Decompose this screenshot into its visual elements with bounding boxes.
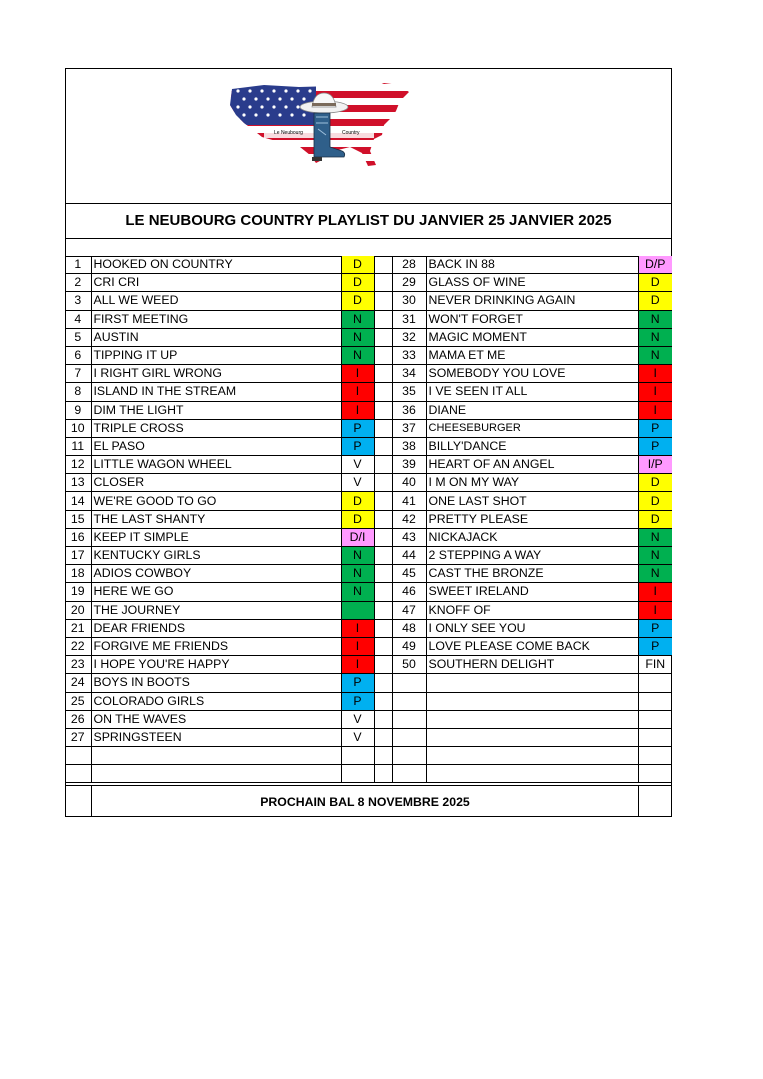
dance-level-code <box>341 747 374 765</box>
song-number <box>65 747 91 765</box>
song-title: SWEET IRELAND <box>426 583 638 601</box>
separator-cell <box>374 765 392 783</box>
table-row <box>65 310 672 328</box>
table-row <box>65 710 672 728</box>
song-title: ADIOS COWBOY <box>91 565 341 583</box>
song-number: 15 <box>65 510 91 528</box>
song-title: KENTUCKY GIRLS <box>91 547 341 565</box>
separator-cell <box>374 401 392 419</box>
separator-cell <box>374 637 392 655</box>
song-number: 50 <box>392 656 426 674</box>
song-number: 43 <box>392 528 426 546</box>
dance-level-code: P <box>638 419 672 437</box>
table-row <box>65 747 672 765</box>
separator-cell <box>374 692 392 710</box>
separator-cell <box>374 256 392 274</box>
dance-level-code: P <box>638 437 672 455</box>
song-title: I VE SEEN IT ALL <box>426 383 638 401</box>
song-number: 23 <box>65 656 91 674</box>
table-row <box>65 728 672 746</box>
dance-level-code: N <box>638 328 672 346</box>
dance-level-code <box>638 710 672 728</box>
logo-text-right: Country <box>342 130 360 136</box>
dance-level-code: P <box>638 637 672 655</box>
dance-level-code <box>638 747 672 765</box>
song-title: BILLY'DANCE <box>426 437 638 455</box>
song-number: 12 <box>65 456 91 474</box>
song-number: 2 <box>65 274 91 292</box>
table-row <box>65 601 672 619</box>
song-number <box>65 765 91 783</box>
song-number: 3 <box>65 292 91 310</box>
song-number: 38 <box>392 437 426 455</box>
separator-cell <box>374 656 392 674</box>
next-event-text: PROCHAIN BAL 8 NOVEMBRE 2025 <box>92 786 639 817</box>
song-number: 44 <box>392 547 426 565</box>
song-title: TIPPING IT UP <box>91 346 341 364</box>
song-title: KNOFF OF <box>426 601 638 619</box>
song-title: SOUTHERN DELIGHT <box>426 656 638 674</box>
song-title: LITTLE WAGON WHEEL <box>91 456 341 474</box>
separator-cell <box>374 456 392 474</box>
song-title: PRETTY PLEASE <box>426 510 638 528</box>
table-row <box>65 328 672 346</box>
song-title: LOVE PLEASE COME BACK <box>426 637 638 655</box>
dance-level-code: D <box>341 274 374 292</box>
dance-level-code: N <box>341 583 374 601</box>
song-title: NICKAJACK <box>426 528 638 546</box>
song-title: CAST THE BRONZE <box>426 565 638 583</box>
song-title: WON'T FORGET <box>426 310 638 328</box>
table-row <box>65 656 672 674</box>
dance-level-code: I <box>341 401 374 419</box>
dance-level-code: V <box>341 456 374 474</box>
separator-cell <box>374 419 392 437</box>
table-row <box>65 256 672 274</box>
separator-cell <box>374 583 392 601</box>
song-title: DEAR FRIENDS <box>91 619 341 637</box>
dance-level-code: I <box>638 601 672 619</box>
separator-cell <box>374 547 392 565</box>
spacer-row <box>66 239 671 257</box>
dance-level-code: I <box>341 637 374 655</box>
table-row <box>65 619 672 637</box>
dance-level-code: N <box>638 310 672 328</box>
song-number: 25 <box>65 692 91 710</box>
dance-level-code: N <box>341 547 374 565</box>
dance-level-code: V <box>341 728 374 746</box>
dance-level-code: I <box>638 365 672 383</box>
table-row <box>65 692 672 710</box>
song-number: 18 <box>65 565 91 583</box>
song-title: GLASS OF WINE <box>426 274 638 292</box>
song-number <box>392 710 426 728</box>
separator-cell <box>374 510 392 528</box>
logo-area <box>66 69 671 204</box>
song-title: FORGIVE ME FRIENDS <box>91 637 341 655</box>
song-number: 16 <box>65 528 91 546</box>
table-row <box>65 437 672 455</box>
table-row <box>65 365 672 383</box>
song-title: HEART OF AN ANGEL <box>426 456 638 474</box>
table-row <box>65 292 672 310</box>
song-number <box>392 674 426 692</box>
song-title: I RIGHT GIRL WRONG <box>91 365 341 383</box>
dance-level-code: N <box>638 346 672 364</box>
table-row <box>65 492 672 510</box>
separator-cell <box>374 565 392 583</box>
logo-text-left: Le Neubourg <box>274 130 303 136</box>
song-title: I M ON MY WAY <box>426 474 638 492</box>
dance-level-code <box>638 765 672 783</box>
song-title <box>426 674 638 692</box>
dance-level-code: I <box>638 383 672 401</box>
dance-level-code: D <box>341 256 374 274</box>
table-row <box>65 383 672 401</box>
dance-level-code: P <box>341 674 374 692</box>
separator-cell <box>374 383 392 401</box>
song-number: 7 <box>65 365 91 383</box>
song-number: 37 <box>392 419 426 437</box>
song-title: 2 STEPPING A WAY <box>426 547 638 565</box>
dance-level-code: I <box>341 383 374 401</box>
song-title: THE LAST SHANTY <box>91 510 341 528</box>
song-title: MAMA ET ME <box>426 346 638 364</box>
song-title: HERE WE GO <box>91 583 341 601</box>
song-number <box>392 747 426 765</box>
song-title <box>426 728 638 746</box>
separator-cell <box>374 365 392 383</box>
song-title: SPRINGSTEEN <box>91 728 341 746</box>
song-number: 46 <box>392 583 426 601</box>
dance-level-code: N <box>341 310 374 328</box>
song-title <box>426 710 638 728</box>
song-title: AUSTIN <box>91 328 341 346</box>
song-number: 41 <box>392 492 426 510</box>
table-row <box>65 674 672 692</box>
song-title: HOOKED ON COUNTRY <box>91 256 341 274</box>
separator-cell <box>374 728 392 746</box>
song-title: DIANE <box>426 401 638 419</box>
song-number: 34 <box>392 365 426 383</box>
song-number <box>392 765 426 783</box>
dance-level-code: D <box>341 492 374 510</box>
table-row <box>65 401 672 419</box>
separator-cell <box>374 437 392 455</box>
dance-level-code: D <box>638 510 672 528</box>
song-title: BACK IN 88 <box>426 256 638 274</box>
dance-level-code: N <box>638 547 672 565</box>
separator-cell <box>374 619 392 637</box>
dance-level-code: I <box>341 619 374 637</box>
song-title <box>426 765 638 783</box>
separator-cell <box>374 310 392 328</box>
song-number: 33 <box>392 346 426 364</box>
table-row <box>65 528 672 546</box>
song-number: 5 <box>65 328 91 346</box>
playlist-sheet <box>65 68 672 817</box>
song-title: SOMEBODY YOU LOVE <box>426 365 638 383</box>
song-number: 26 <box>65 710 91 728</box>
song-number: 10 <box>65 419 91 437</box>
footer-empty-cell <box>66 786 92 817</box>
separator-cell <box>374 674 392 692</box>
song-title: WE'RE GOOD TO GO <box>91 492 341 510</box>
song-title: EL PASO <box>91 437 341 455</box>
separator-cell <box>374 274 392 292</box>
dance-level-code: P <box>638 619 672 637</box>
dance-level-code: I <box>638 401 672 419</box>
song-number: 35 <box>392 383 426 401</box>
song-number: 9 <box>65 401 91 419</box>
song-number: 11 <box>65 437 91 455</box>
table-row <box>65 346 672 364</box>
playlist-table <box>65 256 672 783</box>
song-number: 28 <box>392 256 426 274</box>
dance-level-code: D/P <box>638 256 672 274</box>
song-number: 40 <box>392 474 426 492</box>
song-title: BOYS IN BOOTS <box>91 674 341 692</box>
separator-cell <box>374 474 392 492</box>
song-number: 36 <box>392 401 426 419</box>
song-number: 6 <box>65 346 91 364</box>
dance-level-code: D <box>341 510 374 528</box>
dance-level-code: N <box>341 346 374 364</box>
song-title: I HOPE YOU'RE HAPPY <box>91 656 341 674</box>
song-title: ONE LAST SHOT <box>426 492 638 510</box>
song-number: 45 <box>392 565 426 583</box>
separator-cell <box>374 601 392 619</box>
song-title: NEVER DRINKING AGAIN <box>426 292 638 310</box>
usa-flag-map-logo <box>224 77 414 169</box>
song-number: 27 <box>65 728 91 746</box>
table-row <box>65 419 672 437</box>
dance-level-code: N <box>341 328 374 346</box>
song-number: 47 <box>392 601 426 619</box>
song-title: MAGIC MOMENT <box>426 328 638 346</box>
dance-level-code <box>638 674 672 692</box>
song-number: 31 <box>392 310 426 328</box>
dance-level-code <box>638 728 672 746</box>
dance-level-code: N <box>638 528 672 546</box>
song-number: 19 <box>65 583 91 601</box>
separator-cell <box>374 346 392 364</box>
dance-level-code: D <box>638 474 672 492</box>
song-title: ISLAND IN THE STREAM <box>91 383 341 401</box>
song-number: 8 <box>65 383 91 401</box>
song-number: 42 <box>392 510 426 528</box>
separator-cell <box>374 492 392 510</box>
dance-level-code: D <box>341 292 374 310</box>
song-number: 13 <box>65 474 91 492</box>
song-title: FIRST MEETING <box>91 310 341 328</box>
song-number: 32 <box>392 328 426 346</box>
song-number: 49 <box>392 637 426 655</box>
separator-cell <box>374 328 392 346</box>
table-row <box>65 637 672 655</box>
table-row <box>65 765 672 783</box>
dance-level-code: I/P <box>638 456 672 474</box>
table-row <box>65 565 672 583</box>
song-number: 17 <box>65 547 91 565</box>
song-number: 1 <box>65 256 91 274</box>
dance-level-code: I <box>341 656 374 674</box>
song-title: ON THE WAVES <box>91 710 341 728</box>
dance-level-code: P <box>341 692 374 710</box>
separator-cell <box>374 528 392 546</box>
dance-level-code: P <box>341 419 374 437</box>
table-row <box>65 583 672 601</box>
dance-level-code: FIN <box>638 656 672 674</box>
dance-level-code: V <box>341 710 374 728</box>
song-title: I ONLY SEE YOU <box>426 619 638 637</box>
table-row <box>65 456 672 474</box>
footer-row <box>66 785 671 817</box>
dance-level-code: D <box>638 274 672 292</box>
song-number: 39 <box>392 456 426 474</box>
song-title <box>426 692 638 710</box>
dance-level-code: D <box>638 292 672 310</box>
song-title: TRIPLE CROSS <box>91 419 341 437</box>
dance-level-code: I <box>341 365 374 383</box>
song-number: 14 <box>65 492 91 510</box>
separator-cell <box>374 292 392 310</box>
song-title: CHEESEBURGER <box>426 419 638 437</box>
song-number: 20 <box>65 601 91 619</box>
dance-level-code: I <box>638 583 672 601</box>
song-number <box>392 728 426 746</box>
song-title: CRI CRI <box>91 274 341 292</box>
song-number: 29 <box>392 274 426 292</box>
song-number <box>392 692 426 710</box>
dance-level-code: V <box>341 474 374 492</box>
song-number: 48 <box>392 619 426 637</box>
dance-level-code: D <box>638 492 672 510</box>
dance-level-code: N <box>638 565 672 583</box>
song-title: THE JOURNEY <box>91 601 341 619</box>
song-title <box>426 747 638 765</box>
table-row <box>65 274 672 292</box>
song-title: KEEP IT SIMPLE <box>91 528 341 546</box>
song-title: DIM THE LIGHT <box>91 401 341 419</box>
song-number: 22 <box>65 637 91 655</box>
song-number: 21 <box>65 619 91 637</box>
dance-level-code: D/I <box>341 528 374 546</box>
song-title <box>91 747 341 765</box>
table-row <box>65 510 672 528</box>
table-row <box>65 474 672 492</box>
separator-cell <box>374 747 392 765</box>
dance-level-code: N <box>341 565 374 583</box>
separator-cell <box>374 710 392 728</box>
song-title: CLOSER <box>91 474 341 492</box>
dance-level-code <box>341 765 374 783</box>
table-row <box>65 547 672 565</box>
song-number: 4 <box>65 310 91 328</box>
song-number: 30 <box>392 292 426 310</box>
song-title <box>91 765 341 783</box>
song-title: ALL WE WEED <box>91 292 341 310</box>
dance-level-code <box>341 601 374 619</box>
page-title: LE NEUBOURG COUNTRY PLAYLIST DU JANVIER 25 JANVIER 2025 <box>66 203 671 239</box>
dance-level-code: P <box>341 437 374 455</box>
song-title: COLORADO GIRLS <box>91 692 341 710</box>
song-number: 24 <box>65 674 91 692</box>
dance-level-code <box>638 692 672 710</box>
